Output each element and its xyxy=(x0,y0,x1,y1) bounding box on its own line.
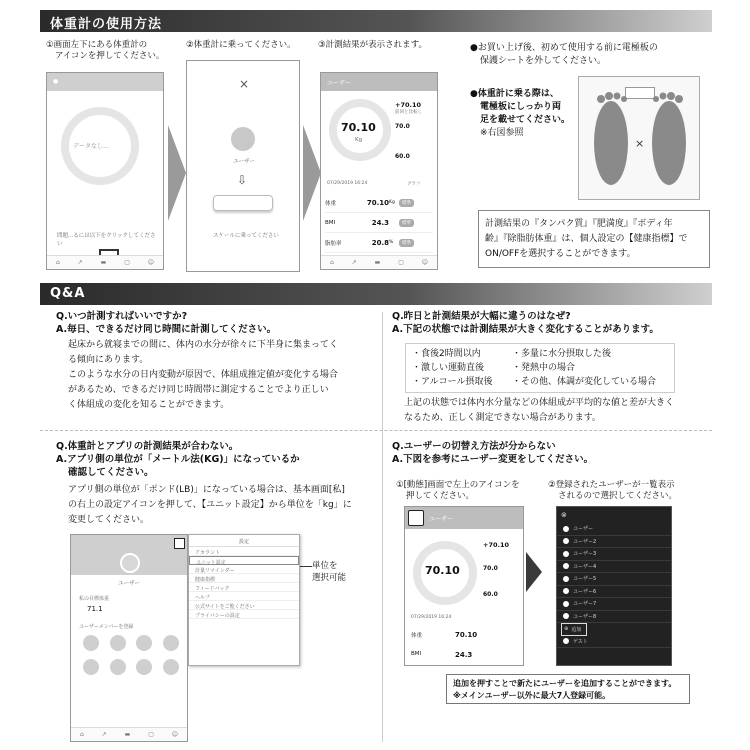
bottom-nav xyxy=(47,255,163,269)
health-index-note: 計測結果の『タンパク質』『肥満度』『ボディ年 齢』『除脂肪体重』は、個人設定の【健康指標】で ON/OFFを選択することができます。 xyxy=(478,210,710,268)
chart-icon[interactable]: ↗ xyxy=(77,259,83,266)
question: Q.体重計とアプリの計測結果が合わない。 xyxy=(56,441,239,452)
answer: A.下図を参考にユーザー変更をしてください。 xyxy=(392,454,594,465)
row-weight: 体重 70.10 xyxy=(411,631,478,639)
settings-icon[interactable] xyxy=(174,538,185,549)
target-value: 60.0 xyxy=(483,591,498,598)
result-row: BMI 24.3 標準 xyxy=(325,213,433,233)
person-icon[interactable]: ☺ xyxy=(171,731,179,738)
qa-difference xyxy=(392,310,712,336)
user-item[interactable]: ユーザー4 xyxy=(557,561,671,574)
answer: A.毎日、できるだけ同じ時間に計測してください。 xyxy=(56,324,277,335)
result-rows xyxy=(325,193,433,253)
result-row: 脂肪率 20.8 % 標準 xyxy=(325,233,433,253)
scale-icon[interactable]: ▬ xyxy=(124,731,131,738)
person-icon[interactable]: ☺ xyxy=(421,259,429,266)
phone-screen-home xyxy=(46,72,164,270)
answer-body: アプリ側の単位が「ポンド(LB)」になっている場合は、基本画面[私] の右上の設定アイコンを押して、【ユニット設定】から単位を「kg」に 変更してください。 xyxy=(68,485,352,525)
difference-body: 上記の状態では体内水分量などの体組成が平均的な値と差が大きく なるため、正しく測定できない場合があります。 xyxy=(404,398,675,423)
bottom-nav xyxy=(321,255,437,269)
user-item[interactable]: ユーザー xyxy=(557,523,671,536)
condition-box: ・食後2時間以内 ・激しい運動直後 ・アルコール摂取後 ・多量に水分摂取した後 ・発熱中の場合 ・その他、体調が変化している場合 xyxy=(405,343,675,393)
home-icon[interactable]: ⌂ xyxy=(329,259,334,266)
members-label: ユーザーメンバーを登録 xyxy=(79,624,134,630)
add-user-button[interactable]: ⊕ 追加 xyxy=(561,623,587,636)
member-avatars-row1 xyxy=(83,635,179,651)
question: Q.昨日と計測結果が大幅に違うのはなぜ? xyxy=(392,311,571,322)
result-row: 体重 70.10 Kg 標準 xyxy=(325,193,433,213)
settings-item-health[interactable]: 健康指標 xyxy=(189,574,299,583)
add-user-note: 追加を押すことで新たにユーザーを追加することができます。 ※メインユーザー以外に最大7人登録可能。 xyxy=(446,674,690,704)
bottom-nav xyxy=(71,727,187,741)
scale-figure xyxy=(578,76,700,200)
settings-panel xyxy=(188,534,300,666)
user-item[interactable]: ユーザー5 xyxy=(557,573,671,586)
settings-title: 設定 xyxy=(189,535,299,547)
home-icon[interactable]: ⌂ xyxy=(79,731,84,738)
diff-caption: 前回と比較し xyxy=(395,110,422,115)
question: Q.ユーザーの切替え方法が分からない xyxy=(392,441,556,452)
qa-section-header: Q&A xyxy=(40,283,712,305)
device-icon[interactable]: ▢ xyxy=(124,259,130,266)
user-item[interactable]: ユーザー3 xyxy=(557,548,671,561)
settings-item-privacy[interactable]: プライバシーの設定 xyxy=(189,610,299,619)
down-arrow-icon: ⇩ xyxy=(237,173,248,187)
row-bmi: BMI 24.3 xyxy=(411,651,473,659)
flow-arrow-2 xyxy=(303,125,321,221)
measure-date: 07/29/2019 16:24 xyxy=(327,181,368,186)
person-icon[interactable]: ☺ xyxy=(147,259,155,266)
scale-image xyxy=(213,195,273,211)
avatar xyxy=(231,127,255,151)
measure-date: 07/29/2019 16:24 xyxy=(411,615,452,620)
qa-switch-user xyxy=(392,440,712,466)
user-list-screen xyxy=(556,506,672,666)
step3-caption: ③計測結果が表示されます。 xyxy=(318,40,427,50)
close-icon[interactable]: × xyxy=(239,77,250,91)
dynamic-screen xyxy=(404,506,524,666)
usage-section-header: 体重計の使用方法 xyxy=(40,10,712,32)
member-avatars-row2 xyxy=(83,659,179,675)
target-value: 60.0 xyxy=(395,153,410,160)
guest-item[interactable]: ゲスト xyxy=(557,636,671,649)
user-name: ユーザー xyxy=(233,159,256,165)
switch-step1: ①[動態]画面で左上のアイコンを 押してください。 xyxy=(396,480,520,501)
device-icon[interactable]: ▢ xyxy=(398,259,404,266)
settings-item-reminder[interactable]: 計量リマインダー xyxy=(189,565,299,574)
user-item[interactable]: ユーザー8 xyxy=(557,611,671,624)
qa-unit xyxy=(56,440,376,528)
settings-item-feedback[interactable]: フィードバック xyxy=(189,583,299,592)
question: Q.いつ計測すればいいですか? xyxy=(56,311,188,322)
callout-line xyxy=(300,566,312,567)
note-protect-sheet: ●お買い上げ後、初めて使用する前に電極板の 保護シートを外してください。 xyxy=(470,43,658,66)
hint-text: 問題...るには以下をクリックしてください xyxy=(57,233,156,247)
diff-value: +70.10 xyxy=(395,101,422,109)
settings-item-site[interactable]: 公式サイトをご覧ください xyxy=(189,601,299,610)
weight-unit: Kg xyxy=(355,137,363,143)
phone-header: ● xyxy=(47,73,163,91)
scale-icon[interactable]: ▬ xyxy=(100,259,107,266)
goal-value: 71.1 xyxy=(87,605,103,613)
user-item[interactable]: ユーザー7 xyxy=(557,598,671,611)
answer-body: 起床から就寝までの間に、体内の水分が徐々に下半身に集まってく る傾向にあります。 このような水分の日内変動が原因で、体組成推定値が変化する場合 があるため、できるだけ同じ時間帯に測定することでより正しい く体組成の変化を知ることができます。 xyxy=(68,340,339,410)
answer-cont: 確認してください。 xyxy=(68,467,154,478)
avatar xyxy=(120,553,140,573)
chart-icon[interactable]: ↗ xyxy=(351,259,357,266)
answer: A.アプリ側の単位が「メートル法(KG)」になっているか xyxy=(56,454,300,465)
diff-value: +70.10 xyxy=(483,541,510,549)
settings-item-account[interactable]: アカウント xyxy=(189,547,299,556)
settings-item-unit[interactable]: ユニット設定 xyxy=(189,556,299,565)
phone-screen-result xyxy=(320,72,438,270)
phone-header: ユーザー xyxy=(321,73,437,91)
goal-label: 私の目標体重 xyxy=(79,596,110,602)
switch-step2: ②登録されたユーザーが一覧表示 されるので選択してください。 xyxy=(548,480,678,501)
note-step-on: ●体重計に乗る際は、 電極板にしっかり両 足を載せてください。 ※右図参照 xyxy=(470,89,571,138)
column-divider xyxy=(382,312,383,742)
qa-timing xyxy=(56,310,376,413)
settings-item-help[interactable]: ヘルプ xyxy=(189,592,299,601)
chart-icon[interactable]: ↗ xyxy=(101,731,107,738)
profile-screen xyxy=(70,534,188,742)
row-divider xyxy=(40,430,712,431)
device-icon[interactable]: ▢ xyxy=(148,731,154,738)
user-item[interactable]: ユーザー6 xyxy=(557,586,671,599)
user-avatar-button[interactable] xyxy=(408,510,424,526)
instruction-text: スケールに乗ってください xyxy=(213,233,279,239)
scale-icon[interactable]: ▬ xyxy=(374,259,381,266)
close-icon[interactable]: ⊗ xyxy=(561,511,567,519)
phone-screen-weigh xyxy=(186,60,300,272)
flow-arrow-1 xyxy=(168,125,186,221)
best-value: 70.0 xyxy=(483,565,498,572)
step1-caption: ①画面左下にある体重計の アイコンを押してください。 xyxy=(46,40,165,61)
home-icon[interactable]: ⌂ xyxy=(55,259,60,266)
phone-header: ユーザー xyxy=(405,507,523,529)
user-item[interactable]: ユーザー2 xyxy=(557,536,671,549)
best-value: 70.0 xyxy=(395,123,410,130)
weight-value: 70.10 xyxy=(425,564,460,577)
center-mark: × xyxy=(635,137,645,150)
step2-caption: ②体重計に乗ってください。 xyxy=(186,40,296,50)
answer: A.下記の状態では計測結果が大きく変化することがあります。 xyxy=(392,324,659,335)
user-name: ユーザー xyxy=(118,581,141,587)
unit-callout: 単位を 選択可能 xyxy=(312,561,347,583)
flow-arrow-3 xyxy=(526,552,542,592)
graph-link[interactable]: グラフ xyxy=(407,182,421,187)
weight-value: 70.10 xyxy=(341,121,376,134)
no-data-text: データなし... xyxy=(73,143,109,150)
